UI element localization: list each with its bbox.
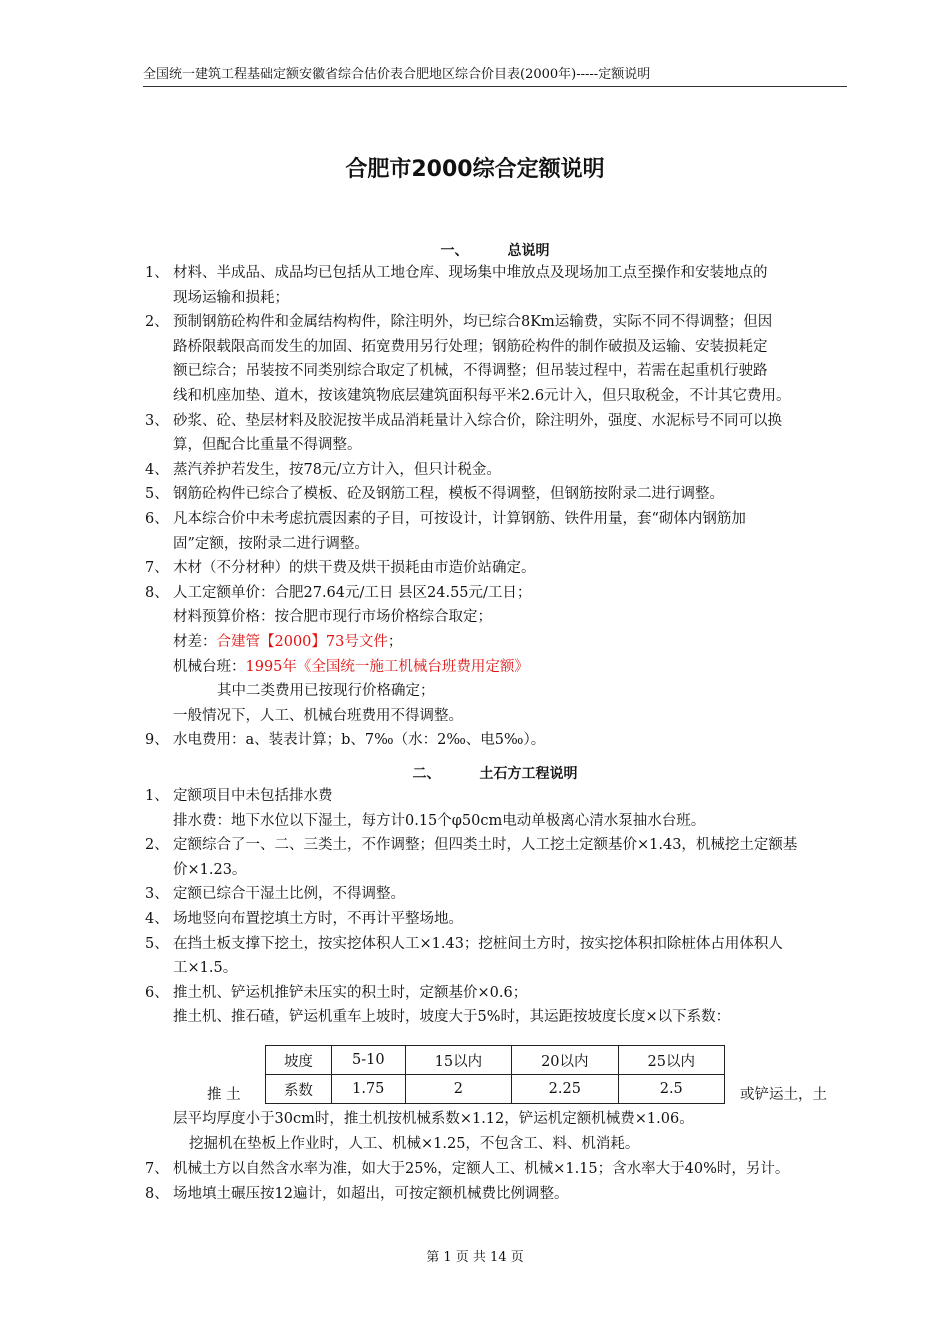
list-item-number: 1、	[145, 788, 169, 804]
list-item-text: 机械土方以自然含水率为准，如大于25%，定额人工、机械×1.15；含水率大于40%时，另计。	[173, 1161, 790, 1177]
table-right-label: 或铲运土，土	[740, 1087, 827, 1103]
list-item-number: 6、	[145, 511, 169, 527]
list-item-text: 钢筋砼构件已综合了模板、砼及钢筋工程，模板不得调整，但钢筋按附录二进行调整。	[173, 486, 724, 503]
list-item-text: 定额已综合干湿土比例，不得调整。	[173, 886, 405, 903]
material-diff-link[interactable]: 合建管【2000】73号文件	[216, 634, 388, 650]
section-2-heading: 二、 土石方工程说明	[412, 766, 578, 782]
list-item-text: 价×1.23。	[173, 861, 247, 878]
table-cell: 2.5	[618, 1075, 724, 1104]
list-item-number: 2、	[145, 837, 169, 854]
page-header: 全国统一建筑工程基础定额安徽省综合估价表合肥地区综合价目表(2000年)-----定额说明	[143, 64, 847, 87]
list-item-number: 3、	[145, 886, 169, 903]
list-item-number: 8、	[145, 584, 169, 601]
section-1-heading: 一、 总说明	[440, 243, 550, 259]
machine-note: 其中二类费用已按现行价格确定；	[217, 683, 435, 700]
table-cell: 5-10	[331, 1046, 405, 1075]
list-item-number: 7、	[145, 560, 169, 577]
table-left-label: 推 土	[207, 1087, 241, 1103]
table-cell: 2	[405, 1075, 511, 1104]
list-item-text: 场地竖向布置挖填土方时，不再计平整场地。	[173, 911, 463, 927]
list-item-number: 4、	[145, 911, 169, 927]
list-item-number: 6、	[145, 984, 169, 1001]
list-item-number: 3、	[145, 412, 169, 429]
list-item-text: 排水费：地下水位以下湿土，每方计0.15个φ50cm电动单极离心清水泵抽水台班。	[173, 812, 706, 829]
table-cell: 15以内	[405, 1046, 511, 1075]
list-item-text: 路桥限载限高而发生的加固、拓宽费用另行处理；钢筋砼构件的制作破损及运输、安装损耗定	[173, 338, 768, 355]
slope-coefficient-table	[265, 1045, 725, 1104]
list-item-number: 9、	[145, 732, 169, 749]
table-cell: 20以内	[512, 1046, 618, 1075]
list-item-text: 线和机座加垫、道木，按该建筑物底层建筑面积每平米2.6元计入，但只取税金，不计其它费用。	[173, 388, 791, 404]
list-item-text: 算，但配合比重量不得调整。	[173, 437, 362, 454]
table-cell: 2.25	[512, 1075, 618, 1104]
table-cell: 系数	[266, 1075, 332, 1104]
list-item-number: 8、	[145, 1185, 169, 1202]
list-item-text: 砂浆、砼、垫层材料及胶泥按半成品消耗量计入综合价，除注明外，强度、水泥标号不同可以换	[173, 412, 782, 429]
list-item-number: 5、	[145, 935, 169, 952]
material-diff-end: ；	[387, 634, 403, 650]
list-item-text: 场地填土碾压按12遍计，如超出，可按定额机械费比例调整。	[173, 1185, 569, 1202]
list-item-number: 4、	[145, 461, 169, 478]
list-item-text: 工×1.5。	[173, 960, 238, 977]
list-item-text: 定额项目中未包括排水费	[173, 788, 333, 804]
page-footer: 第 1 页 共 14 页	[426, 1250, 524, 1265]
list-item-number: 2、	[145, 314, 169, 331]
table-cell: 坡度	[266, 1046, 332, 1075]
list-item-text: 水电费用：a、装表计算；b、7‰（水：2‰、电5‰）。	[173, 732, 546, 749]
list-item-text: 木材（不分材种）的烘干费及烘干损耗由市造价站确定。	[173, 560, 536, 577]
list-item-text: 材料预算价格：按合肥市现行市场价格综合取定；	[173, 609, 492, 626]
list-item-text: 推土机、推石碴，铲运机重车上坡时，坡度大于5%时，其运距按坡度长度×以下系数：	[173, 1009, 731, 1026]
list-item-text: 材料、半成品、成品均已包括从工地仓库、现场集中堆放点及现场加工点至操作和安装地点的	[173, 265, 768, 281]
table-cell: 1.75	[331, 1075, 405, 1104]
list-item-number: 7、	[145, 1161, 169, 1177]
list-item-text: 固”定额，按附录二进行调整。	[173, 535, 369, 552]
list-item-text: 凡本综合价中未考虑抗震因素的子目，可按设计，计算钢筋、铁件用量，套“砌体内钢筋加	[173, 511, 746, 527]
list-item-text: 预制钢筋砼构件和金属结构构件，除注明外，均已综合8Km运输费，实际不同不得调整；但因	[173, 314, 773, 331]
list-item-text: 额已综合；吊装按不同类别综合取定了机械，不得调整；但吊装过程中，若需在起重机行驶路	[173, 363, 768, 380]
list-item-number: 1、	[145, 265, 169, 281]
list-item-text: 在挡土板支撑下挖土，按实挖体积人工×1.43；挖桩间土方时，按实挖体积扣除桩体占用体积人	[173, 935, 783, 952]
machine-line	[173, 657, 529, 677]
list-item-text: 层平均厚度小于30cm时，推土机按机械系数×1.12，铲运机定额机械费×1.06。	[173, 1111, 694, 1127]
list-item-text: 蒸汽养护若发生，按78元/立方计入，但只计税金。	[173, 461, 501, 478]
material-diff-label: 材差：	[173, 634, 217, 650]
machine-label: 机械台班：	[173, 658, 246, 675]
list-item-text: 现场运输和损耗；	[173, 289, 289, 306]
list-item-number: 5、	[145, 486, 169, 503]
machine-reference-link[interactable]: 1995年《全国统一施工机械台班费用定额》	[245, 658, 529, 675]
list-item-text: 人工定额单价：合肥27.64元/工日 县区24.55元/工日；	[173, 584, 532, 601]
table-cell: 25以内	[618, 1046, 724, 1075]
material-diff-line	[173, 632, 402, 652]
list-item-text: 挖掘机在垫板上作业时，人工、机械×1.25，不包含工、料、机消耗。	[189, 1136, 640, 1152]
list-item-text: 推土机、铲运机推铲未压实的积土时，定额基价×0.6；	[173, 984, 528, 1001]
table-row	[266, 1046, 725, 1075]
general-note: 一般情况下，人工、机械台班费用不得调整。	[173, 707, 463, 724]
document-title: 合肥市2000综合定额说明	[345, 157, 605, 182]
table-row	[266, 1075, 725, 1104]
list-item-text: 定额综合了一、二、三类土，不作调整；但四类土时，人工挖土定额基价×1.43，机械挖土定额基	[173, 837, 798, 854]
